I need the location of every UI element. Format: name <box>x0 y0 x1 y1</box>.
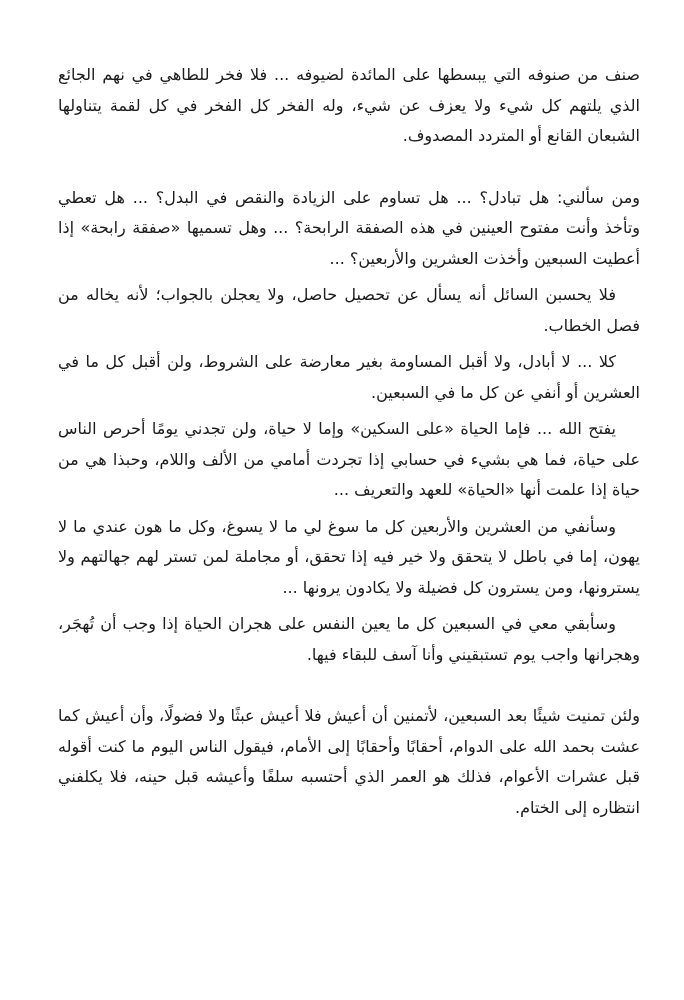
paragraph-5: يفتح الله ... فإما الحياة «على السكين» وإما لا حياة، ولن تجدني يومًا أحرص الناس على حياة، فما هي بشيء في حسابي إذا تجردت أمامي من الألف واللام، وحبذا هي من حياة إذا علمت أنها «الحياة» للعهد والتعريف ... <box>58 419 640 499</box>
paragraph-3: فلا يحسبن السائل أنه يسأل عن تحصيل حاصل، ولا يعجلن بالجواب؛ لأنه يخاله من فصل الخطاب. <box>58 285 640 335</box>
paragraph-6: وسأنفي من العشرين والأربعين كل ما سوغ لي ما لا يسوغ، وكل ما هون عندي ما لا يهون، إما في باطل لا يتحقق ولا خير فيه إذا تحقق، أو مجاملة لمن تستر لهم جهالتهم ولا يسترونها، ومن يسترون كل فضيلة ولا يكادون يرونها ... <box>58 516 640 597</box>
paragraph-4: كلا ... لا أبادل، ولا أقبل المساومة بغير معارضة على الشروط، ولن أقبل كل ما في العشرين أو أنفي عن كل ما في السبعين. <box>58 352 640 402</box>
paragraph-1: صنف من صنوفه التي يبسطها على المائدة لضيوفه ... فلا فخر للطاهي في نهم الجائع الذي يلتهم كل شيء ولا يعزف عن شيء، وله الفخر كل الفخر في كل لقمة يتناولها الشبعان القانع أو المتردد المصدوف. <box>58 65 640 145</box>
paragraph-8: ولئن تمنيت شيئًا بعد السبعين، لأتمنين أن أعيش فلا أعيش عبثًا ولا فضولًا، وأن أعيش كما عشت بحمد الله على الدوام، أحقابًا وأحقابًا إلى الأمام، فيقول الناس اليوم ما كنت أقوله قبل عشرات الأعوام، فذلك هو العمر الذي أحتسبه سلفًا وأعيشه قبل حينه، فلا يكلفني انتظاره إلى الختام. <box>58 706 640 817</box>
paragraph-7: وسأبقي معي في السبعين كل ما يعين النفس على هجران الحياة إذا وجب أن تُهجَر، وهجرانها واجب يوم تستبقيني وأنا آسف للبقاء فيها. <box>58 614 640 664</box>
paragraph-2: ومن سألني: هل تبادل؟ ... هل تساوم على الزيادة والنقص في البدل؟ ... هل تعطي وتأخذ وأنت مفتوح العينين في هذه الصفقة الرابحة؟ ... وهل تسميها «صفقة رابحة» إذا أعطيت السبعين وأخذت العشرين والأربعين؟ ... <box>58 187 640 268</box>
document-page <box>58 60 640 823</box>
